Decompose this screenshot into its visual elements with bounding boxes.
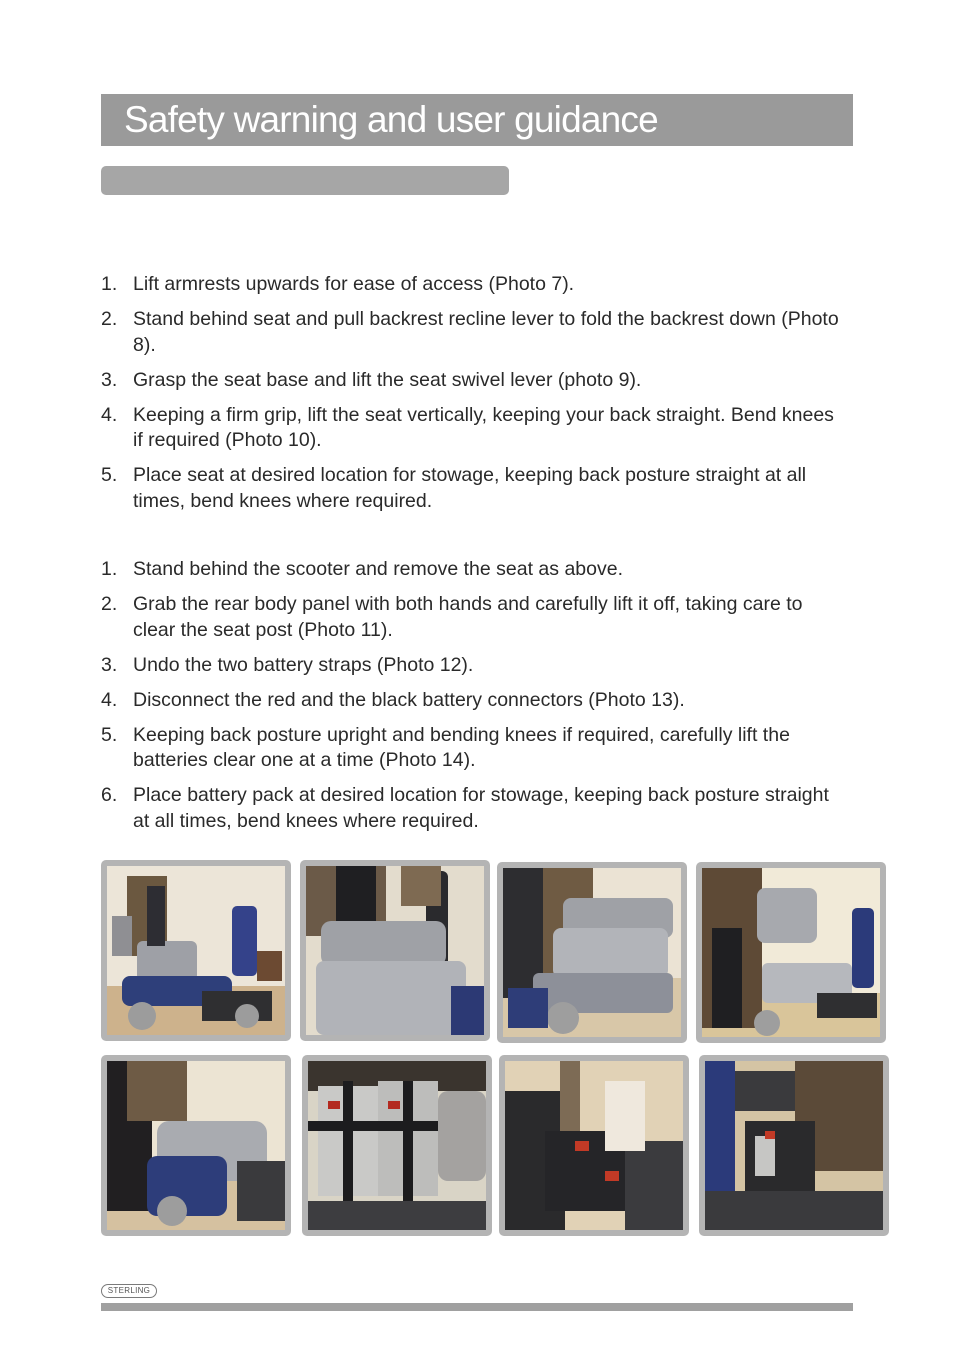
list-item: 3. Undo the two battery straps (Photo 12). <box>101 653 474 676</box>
seat-removal-steps <box>101 272 846 524</box>
list-item: 2. Stand behind seat and pull backrest recline lever to fold the backrest down (Photo 8). <box>101 308 839 356</box>
photo-lift-armrests <box>101 860 291 1041</box>
page-title-bar <box>101 94 853 146</box>
list-item: 4. Keeping a firm grip, lift the seat vertically, keeping your back straight. Bend knees if required (Photo 10). <box>101 403 834 451</box>
battery-removal-steps <box>101 557 846 844</box>
list-item: 4. Disconnect the red and the black battery connectors (Photo 13). <box>101 688 685 711</box>
list-item: 3. Grasp the seat base and lift the seat swivel lever (photo 9). <box>101 368 642 391</box>
photo-remove-body-panel <box>101 1055 291 1236</box>
list-item: 5. Place seat at desired location for stowage, keeping back posture straight at all times, bend knees where required. <box>101 464 807 512</box>
list-item: 2. Grab the rear body panel with both hands and carefully lift it off, taking care to clear the seat post (Photo 11). <box>101 593 803 641</box>
list-item: 6. Place battery pack at desired location for stowage, keeping back posture straight at all times, bend knees where required. <box>101 784 829 832</box>
page-title: Safety warning and user guidance <box>124 99 658 140</box>
photo-lift-batteries <box>699 1055 889 1236</box>
list-item: 1. Lift armrests upwards for ease of access (Photo 7). <box>101 273 575 295</box>
photo-fold-backrest <box>300 860 490 1041</box>
photo-lift-swivel-lever <box>497 862 687 1043</box>
list-item: 1. Stand behind the scooter and remove the seat as above. <box>101 558 623 580</box>
photo-disconnect-connectors <box>499 1055 689 1236</box>
photo-lift-seat <box>696 862 886 1043</box>
footer-divider <box>101 1303 853 1311</box>
brand-logo: STERLING <box>101 1284 157 1298</box>
list-item: 5. Keeping back posture upright and bending knees if required, carefully lift the batteries clear one at a time (Photo 14). <box>101 723 790 771</box>
section-heading-bar <box>101 166 509 195</box>
photo-undo-battery-straps <box>302 1055 492 1236</box>
